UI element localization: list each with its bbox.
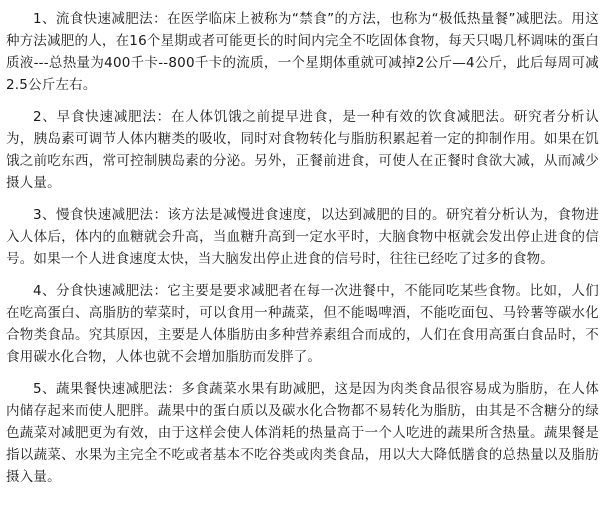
- paragraph-separate-eating: 4、分食快速减肥法：它主要是要求减肥者在每一次进餐中，不能同吃某些食物。比如，人们在吃高蛋白、高脂肪的荤菜时，可以食用一种蔬菜，但不能喝啤酒，不能吃面包、马铃薯等碳水化合物类食品。究其原因，主要是人体脂肪由多种营养素组合而成的，人们在食用高蛋白食品时，不食用碳水化合物，人体也就不会增加脂肪而发胖了。: [6, 283, 599, 365]
- paragraph-liquid-diet: 1、流食快速减肥法：在医学临床上被称为“禁食”的方法，也称为“极低热量餐”减肥法。用这种方法减肥的人，在16个星期或者可能更长的时间内完全不吃固体食物，每天只喝几杯调味的蛋白质液---总热量为400千卡--800千卡的流质，一个星期体重就可减掉2公斤—4公斤，此后每周可减2.5公斤左右。: [6, 11, 599, 93]
- article-body: [6, 8, 599, 498]
- paragraph-vegetable-fruit-diet: 5、蔬果餐快速减肥法：多食蔬菜水果有助减肥，这是因为肉类食品很容易成为脂肪，在人体内储存起来而使人肥胖。蔬果中的蛋白质以及碳水化合物都不易转化为脂肪，由其是不含糖分的绿色蔬菜对减肥更为有效，由于这样会使人体消耗的热量高于一个人吃进的蔬果所含热量。蔬果餐是指以蔬菜、水果为主完全不吃或者基本不吃谷类或肉类食品，用以大大降低膳食的总热量以及脂肪摄入量。: [6, 381, 599, 485]
- paragraph-slow-eating: 3、慢食快速减肥法：该方法是减慢进食速度，以达到减肥的目的。研究着分析认为，食物进入人体后，体内的血糖就会升高，当血糖升高到一定水平时，大脑食物中枢就会发出停止进食的信号。如果一个人进食速度太快，当大脑发出停止进食的信号时，往往已经吃了过多的食物。: [6, 207, 599, 267]
- paragraph-early-eating: 2、早食快速减肥法：在人体饥饿之前提早进食，是一种有效的饮食减肥法。研究者分析认为，胰岛素可调节人体内糖类的吸收，同时对食物转化与脂肪积累起着一定的抑制作用。如果在饥饿之前吃东西，常可控制胰岛素的分泌。另外，正餐前进食，可使人在正餐时食欲大减，从而减少摄人量。: [6, 109, 599, 191]
